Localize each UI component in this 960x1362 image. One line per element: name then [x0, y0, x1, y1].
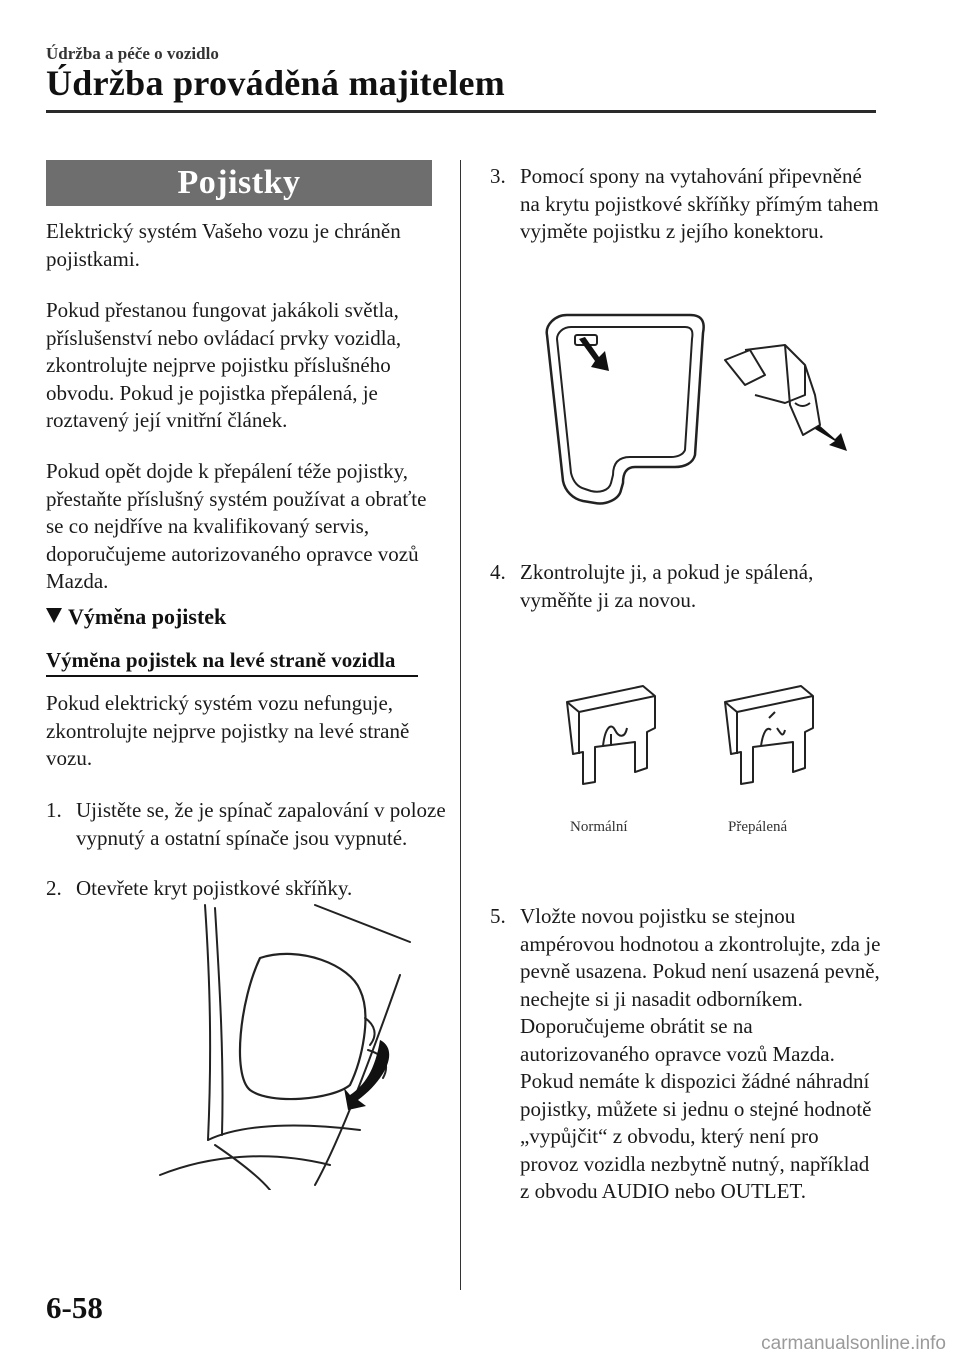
site-watermark: carmanualsonline.info — [761, 1333, 946, 1354]
step-1 — [46, 797, 446, 887]
lights-paragraph: Pokud přestanou fungovat jakákoli světla, příslušenství nebo ovládací prvky vozidla, zkontrolujte nejprve pojistku příslušného obvodu. Pokud je pojistka přepálená, je roztavený její vnitřní článek. — [46, 298, 402, 432]
fuse-comparison-illustration — [555, 672, 830, 812]
subheading-label: Výměna pojistek — [68, 604, 227, 629]
step-text: Zkontrolujte ji, a pokud je spálená, vyměňte ji za novou. — [520, 560, 814, 612]
chapter-title: Údržba prováděná majitelem — [46, 63, 506, 103]
fuse-cover-illustration — [100, 900, 425, 1190]
step-text: Pomocí spony na vytahování připevněné na krytu pojistkové skříňky přímým tahem vyjměte pojistku z jejího konektoru. — [520, 164, 879, 243]
step-number: 5. — [490, 904, 506, 928]
intro-paragraph: Elektrický systém Vašeho vozu je chráněn pojistkami. — [46, 219, 401, 271]
subsubheading-left-side: Výměna pojistek na levé straně vozidla — [46, 648, 396, 672]
repeat-blow-paragraph: Pokud opět dojde k přepálení téže pojistky, přestaňte příslušný systém používat a obraťte se co nejdříve na kvalifikovaný servis, doporučujeme autorizovaného opravce vozů Mazda. — [46, 459, 427, 593]
column-divider — [460, 160, 461, 1290]
step-text: Ujistěte se, že je spínač zapalování v poloze vypnutý a ostatní spínače jsou vypnuté. — [76, 798, 446, 850]
step-5 — [490, 903, 890, 1263]
subsubheading-underline — [46, 675, 418, 677]
fuse-normal-label: Normální — [570, 819, 628, 835]
section-title-banner: Pojistky — [46, 160, 432, 206]
left-side-paragraph: Pokud elektrický systém vozu nefunguje, zkontrolujte nejprve pojistky na levé straně vozu. — [46, 691, 410, 770]
step-4 — [490, 559, 890, 619]
page-number: 6-58 — [46, 1290, 103, 1325]
triangle-marker-icon — [46, 608, 62, 623]
fuse-blown-label: Přepálená — [728, 819, 788, 835]
step-number: 4. — [490, 560, 506, 584]
step-text: Otevřete kryt pojistkové skříňky. — [76, 876, 353, 900]
breadcrumb: Údržba a péče o vozidlo — [46, 44, 219, 63]
chapter-rule — [46, 110, 876, 113]
fuse-box-puller-illustration — [535, 305, 875, 520]
step-text: Vložte novou pojistku se stejnou ampérovou hodnotou a zkontrolujte, zda je pevně usazena. Pokud není usazená pevně, nechejte si ji nasadit odborníkem. Doporučujeme obrátit se na autorizovaného opravce vozů Mazda. Pokud nemáte k dispozici žádné náhradní pojistky, můžete si jednu o stejné hodnotě „vypůjčit“ z obvodu, který není pro provoz vozidla nezbytně nutný, například z obvodu AUDIO nebo OUTLET. — [520, 904, 881, 1203]
subheading-replacing-fuses — [46, 604, 226, 630]
step-3 — [490, 163, 890, 283]
step-number: 3. — [490, 164, 506, 188]
step-number: 2. — [46, 876, 62, 900]
step-number: 1. — [46, 798, 62, 822]
